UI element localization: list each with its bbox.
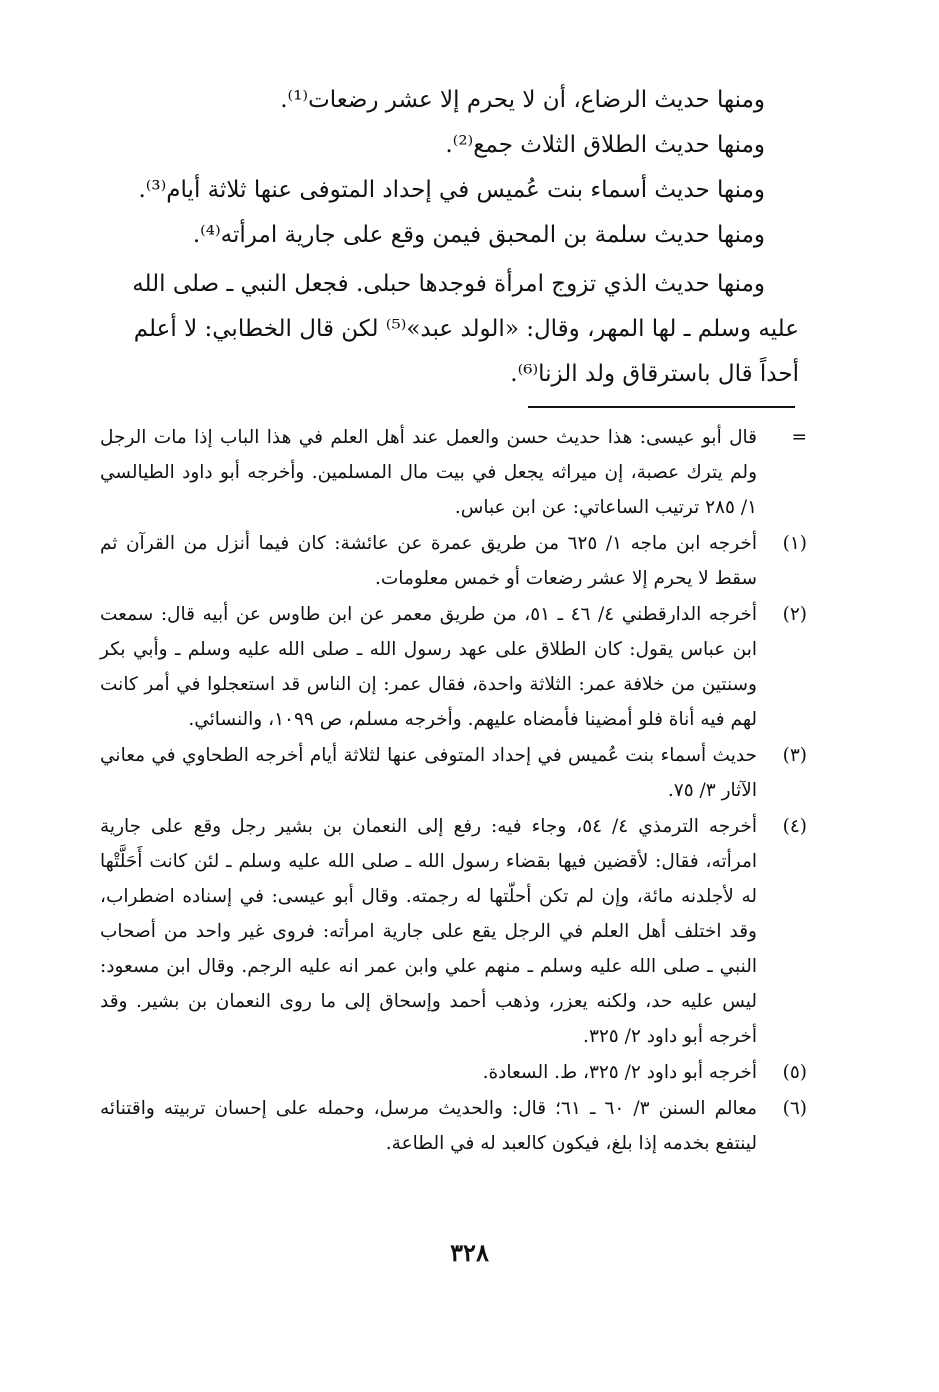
main-text-line: ومنها حديث الطلاق الثلاث جمع⁽²⁾. <box>445 132 765 158</box>
footnote-text: معالم السنن ٣/ ٦٠ ـ ٦١؛ قال: والحديث مرسل، وحمله على إحسان تربيته واقتنائه لينتفع بخدمه إذا بلغ، فيكون كالعبد له في الطاعة. <box>100 1098 757 1154</box>
footnote-text: أخرجه الترمذي ٤/ ٥٤، وجاء فيه: رفع إلى النعمان بن بشير رجل وقع على جارية امرأته، فقال: لأقضين فيها بقضاء رسول الله ـ صلى الله عليه وسلم ـ لئن كانت أَحَلَّتْها له لأجلدنه مائة، وإن لم تكن أحلّتها له رجمته. وقال أبو عيسى: في إسناده اضطراب، وقد اختلف أهل العلم في الرجل يقع على جارية امرأته: فروى غير واحد من أصحاب النبي ـ صلى الله عليه وسلم ـ منهم علي وابن عمر انه عليه الرجم. وقال ابن مسعود: ليس عليه حد، ولكنه يعزر، وذهب أحمد وإسحاق إلى ما روى النعمان بن بشير. وقد أخرجه أبو داود ٢/ ٣٢٥. <box>100 816 757 1047</box>
footnote-text: قال أبو عيسى: هذا حديث حسن والعمل عند أهل العلم في هذا الباب إذا مات الرجل ولم يترك عصبة، إن ميراثه يجعل في بيت مال المسلمين. وأخرجه أبو داود الطيالسي ١/ ٢٨٥ ترتيب الساعاتي: عن ابن عباس. <box>100 427 757 518</box>
main-text-line: ومنها حديث سلمة بن المحبق فيمن وقع على جارية امرأته⁽⁴⁾. <box>192 222 765 248</box>
footnote-4 <box>100 809 807 1054</box>
footnotes <box>100 420 807 1162</box>
footnote-marker: (١) <box>782 533 807 554</box>
main-text-line: أحداً قال باسترقاق ولد الزنا⁽⁶⁾. <box>510 361 799 387</box>
main-text-line: ومنها حديث أسماء بنت عُميس في إحداد المتوفى عنها ثلاثة أيام⁽³⁾. <box>138 177 765 203</box>
footnote-text: أخرجه ابن ماجه ١/ ٦٢٥ من طريق عمرة عن عائشة: كان فيما أنزل من القرآن ثم سقط لا يحرم إلا عشر رضعات أو خمس معلومات. <box>100 533 757 589</box>
footnote-text: حديث أسماء بنت عُميس في إحداد المتوفى عنها لثلاثة أيام أخرجه الطحاوي في معاني الآثار ٣/ ٧٥. <box>100 745 757 801</box>
footnote-text: أخرجه أبو داود ٢/ ٣٢٥، ط. السعادة. <box>482 1062 757 1083</box>
footnote-5 <box>100 1055 807 1090</box>
footnote-1 <box>100 526 807 596</box>
main-text-line: ومنها حديث الذي تزوج امرأة فوجدها حبلى. فجعل النبي ـ صلى الله <box>132 271 765 297</box>
footnote-3 <box>100 738 807 808</box>
footnote-marker: (٥) <box>782 1062 807 1083</box>
main-text <box>95 78 799 397</box>
footnote-marker: (٦) <box>782 1098 807 1119</box>
footnote-2 <box>100 597 807 737</box>
main-text-line: عليه وسلم ـ لها المهر، وقال: «الولد عبد»⁽⁵⁾ لكن قال الخطابي: لا أعلم <box>133 316 799 342</box>
footnote-6 <box>100 1091 807 1161</box>
footnote-marker: = <box>791 427 807 448</box>
footnote-marker: (٤) <box>782 816 807 837</box>
footnote-marker: (٢) <box>782 604 807 625</box>
footnote-text: أخرجه الدارقطني ٤/ ٤٦ ـ ٥١، من طريق معمر عن ابن طاوس عن أبيه قال: سمعت ابن عباس يقول: كان الطلاق على عهد رسول الله ـ صلى الله عليه وسلم ـ وأبي بكر وسنتين من خلافة عمر: الثلاثة واحدة، فقال عمر: إن الناس قد استعجلوا في أمر كانت لهم فيه أناة فلو أمضينا فأمضاه عليهم. وأخرجه مسلم، ص ١٠٩٩، والنسائي. <box>100 604 757 730</box>
footnote-separator <box>528 406 795 408</box>
footnote-continuation <box>100 420 807 525</box>
main-text-line: ومنها حديث الرضاع، أن لا يحرم إلا عشر رضعات⁽¹⁾. <box>280 87 765 113</box>
footnote-marker: (٣) <box>782 745 807 766</box>
page-number: ٣٢٨ <box>450 1238 489 1267</box>
